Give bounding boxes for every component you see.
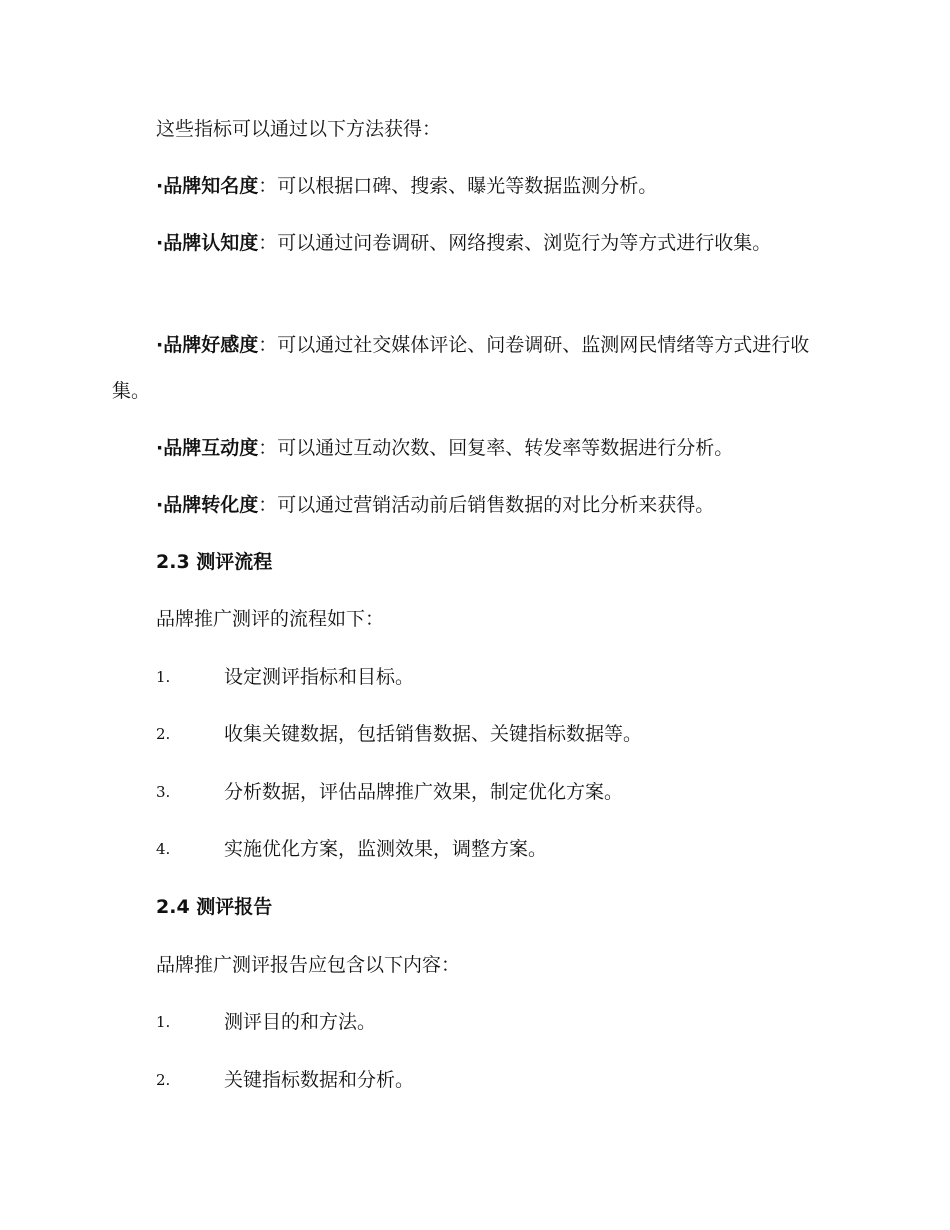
metric-bullet: · bbox=[156, 494, 164, 516]
metric-description: 可以通过互动次数、回复率、转发率等数据进行分析。 bbox=[277, 437, 734, 459]
intro-paragraph: 这些指标可以通过以下方法获得： bbox=[156, 118, 442, 140]
metric-separator: ： bbox=[258, 232, 278, 254]
process-step-number: 2. bbox=[156, 725, 171, 743]
metric-separator: ： bbox=[258, 437, 278, 459]
metric-description: 可以通过营销活动前后销售数据的对比分析来获得。 bbox=[277, 494, 715, 516]
metric-item-interaction bbox=[112, 425, 824, 471]
metric-term: 品牌认知度 bbox=[163, 232, 259, 254]
section-heading-report: 2.4 测评报告 bbox=[156, 896, 273, 918]
process-step-text: 收集关键数据，包括销售数据、关键指标数据等。 bbox=[224, 723, 643, 745]
metric-separator: ： bbox=[258, 175, 278, 197]
process-step-text: 实施优化方案，监测效果，调整方案。 bbox=[224, 838, 548, 860]
metric-bullet: · bbox=[156, 175, 164, 197]
process-step-text: 分析数据，评估品牌推广效果，制定优化方案。 bbox=[224, 781, 624, 803]
process-step-number: 3. bbox=[156, 783, 171, 801]
section-heading-process: 2.3 测评流程 bbox=[156, 551, 273, 573]
process-step-number: 1. bbox=[156, 668, 171, 686]
report-item-number: 1. bbox=[156, 1013, 171, 1031]
metric-description: 可以根据口碑、搜索、曝光等数据监测分析。 bbox=[277, 175, 658, 197]
metric-bullet: · bbox=[156, 334, 164, 356]
metric-term: 品牌转化度 bbox=[163, 494, 259, 516]
metric-item-conversion bbox=[112, 482, 824, 528]
metric-item-favorability bbox=[112, 322, 824, 414]
metric-term: 品牌好感度 bbox=[163, 334, 259, 356]
process-step-number: 4. bbox=[156, 840, 171, 858]
metric-term: 品牌知名度 bbox=[163, 175, 259, 197]
metric-description: 可以通过社交媒体评论、问卷调研、监测网民情绪等方式进行收集。 bbox=[112, 334, 810, 402]
metric-description: 可以通过问卷调研、网络搜索、浏览行为等方式进行收集。 bbox=[277, 232, 772, 254]
metric-bullet: · bbox=[156, 437, 164, 459]
report-item-number: 2. bbox=[156, 1071, 171, 1089]
metric-item-recognition bbox=[112, 220, 824, 266]
process-intro: 品牌推广测评的流程如下： bbox=[156, 608, 385, 630]
report-item-text: 关键指标数据和分析。 bbox=[224, 1069, 415, 1091]
metric-term: 品牌互动度 bbox=[163, 437, 259, 459]
metric-separator: ： bbox=[258, 334, 278, 356]
report-intro: 品牌推广测评报告应包含以下内容： bbox=[156, 954, 461, 976]
report-item-text: 测评目的和方法。 bbox=[224, 1011, 377, 1033]
metric-separator: ： bbox=[258, 494, 278, 516]
process-step-text: 设定测评指标和目标。 bbox=[224, 666, 415, 688]
metric-item-awareness bbox=[112, 163, 824, 209]
metric-bullet: · bbox=[156, 232, 164, 254]
